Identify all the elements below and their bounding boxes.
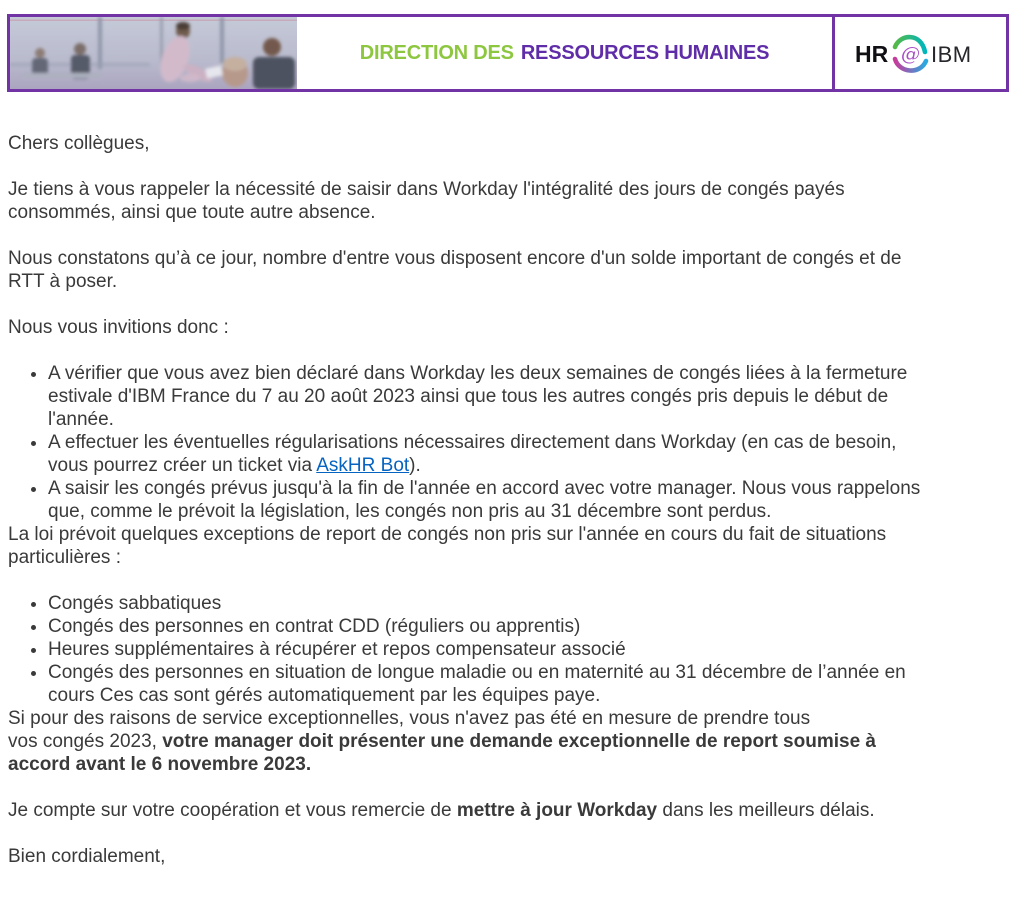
paragraph	[8, 316, 1005, 339]
paragraph	[8, 799, 1005, 822]
banner-title-direction-des: DIRECTION DES	[359, 41, 514, 64]
text-line	[8, 730, 1005, 753]
text: Congés sabbatiques	[48, 593, 222, 614]
text: Nous vous invitions donc :	[8, 317, 229, 338]
bold-text: accord avant le 6 novembre 2023.	[8, 754, 312, 775]
text: Bien cordialement,	[8, 846, 166, 867]
text-line	[48, 684, 1005, 707]
text: Congés des personnes en contrat CDD (réguliers ou apprentis)	[48, 616, 581, 637]
text: vous pourrez créer un ticket via	[48, 455, 317, 476]
text: consommés, ainsi que toute autre absence.	[8, 202, 376, 223]
text-line	[8, 707, 1005, 730]
text: Je tiens à vous rappeler la nécessité de saisir dans Workday l'intégralité des jours de congés payés	[8, 179, 845, 200]
text: estivale d'IBM France du 7 au 20 août 2023 ainsi que tous les autres congés pris depuis le début de	[48, 386, 889, 407]
text-line	[48, 592, 1005, 615]
text-line	[48, 615, 1005, 638]
text-line	[8, 316, 1005, 339]
text: Heures supplémentaires à récupérer et repos compensateur associé	[48, 639, 626, 660]
text: dans les meilleurs délais.	[657, 800, 875, 821]
text-line	[48, 431, 1005, 454]
list-item	[48, 477, 1005, 523]
text: particulières :	[8, 547, 121, 568]
text-line	[8, 546, 1005, 569]
text-line	[8, 270, 1005, 293]
text: RTT à poser.	[8, 271, 118, 292]
text-line	[48, 385, 1005, 408]
text: Je compte sur votre coopération et vous remercie de	[8, 800, 457, 821]
text: La loi prévoit quelques exceptions de report de congés non pris sur l'année en cours du fait de situations	[8, 524, 887, 545]
text-line	[8, 753, 1005, 776]
text-line	[48, 477, 1005, 500]
banner-logo-cell	[835, 17, 1006, 89]
bold-text: mettre à jour Workday	[456, 800, 658, 821]
text: l'année.	[48, 409, 114, 430]
text: A vérifier que vous avez bien déclaré dans Workday les deux semaines de congés liées à la fermeture	[48, 363, 908, 384]
list-item	[48, 638, 1005, 661]
paragraph	[8, 178, 1005, 224]
office-meeting-photo-icon	[10, 17, 297, 89]
paragraph	[8, 132, 1005, 155]
text: Congés des personnes en situation de longue maladie ou en maternité au 31 décembre de l’année en	[48, 662, 906, 683]
paragraph	[8, 707, 1005, 776]
text-line	[48, 661, 1005, 684]
list-item	[48, 661, 1005, 707]
header-banner	[7, 14, 1009, 92]
text-line	[8, 523, 1005, 546]
text: cours Ces cas sont gérés automatiquement par les équipes paye.	[48, 685, 601, 706]
text: A saisir les congés prévus jusqu'à la fin de l'année en accord avec votre manager. Nous vous rappelons	[48, 478, 921, 499]
list-item	[48, 592, 1005, 615]
text: ).	[409, 455, 421, 476]
text: que, comme le prévoit la législation, les congés non pris au 31 décembre sont perdus.	[48, 501, 772, 522]
paragraph	[8, 247, 1005, 293]
bullet-list	[8, 592, 1005, 707]
text: Nous constatons qu’à ce jour, nombre d'entre vous disposent encore d'un solde important de congés et de	[8, 248, 902, 269]
text-line	[48, 408, 1005, 431]
svg-text:HR: HR	[854, 41, 888, 67]
list-item	[48, 615, 1005, 638]
email-body	[8, 132, 1005, 868]
svg-text:IBM: IBM	[930, 42, 972, 67]
text: Si pour des raisons de service exceptionnelles, vous n'avez pas été en mesure de prendre tous	[8, 708, 811, 729]
text-line	[8, 845, 1005, 868]
text: vos congés 2023,	[8, 731, 163, 752]
banner-title	[297, 17, 832, 89]
paragraph	[8, 845, 1005, 868]
text-line	[48, 362, 1005, 385]
text-line	[8, 799, 1005, 822]
text: Chers collègues,	[8, 133, 150, 154]
askhr-bot-link[interactable]: AskHR Bot	[316, 455, 410, 476]
hr-at-ibm-logo-icon	[851, 25, 991, 81]
text-line	[8, 132, 1005, 155]
svg-text:@: @	[900, 43, 920, 65]
list-item	[48, 362, 1005, 431]
banner-left-cell	[10, 17, 832, 89]
text-line	[48, 638, 1005, 661]
list-item	[48, 431, 1005, 477]
text-line	[8, 247, 1005, 270]
text-line	[8, 201, 1005, 224]
bold-text: votre manager doit présenter une demande exceptionnelle de report soumise à	[162, 731, 876, 752]
text-line	[48, 454, 1005, 477]
paragraph	[8, 523, 1005, 569]
text: A effectuer les éventuelles régularisations nécessaires directement dans Workday (en cas de besoin,	[48, 432, 897, 453]
bullet-list	[8, 362, 1005, 523]
text-line	[48, 500, 1005, 523]
text-line	[8, 178, 1005, 201]
banner-title-ressources-humaines: RESSOURCES HUMAINES	[520, 41, 770, 64]
